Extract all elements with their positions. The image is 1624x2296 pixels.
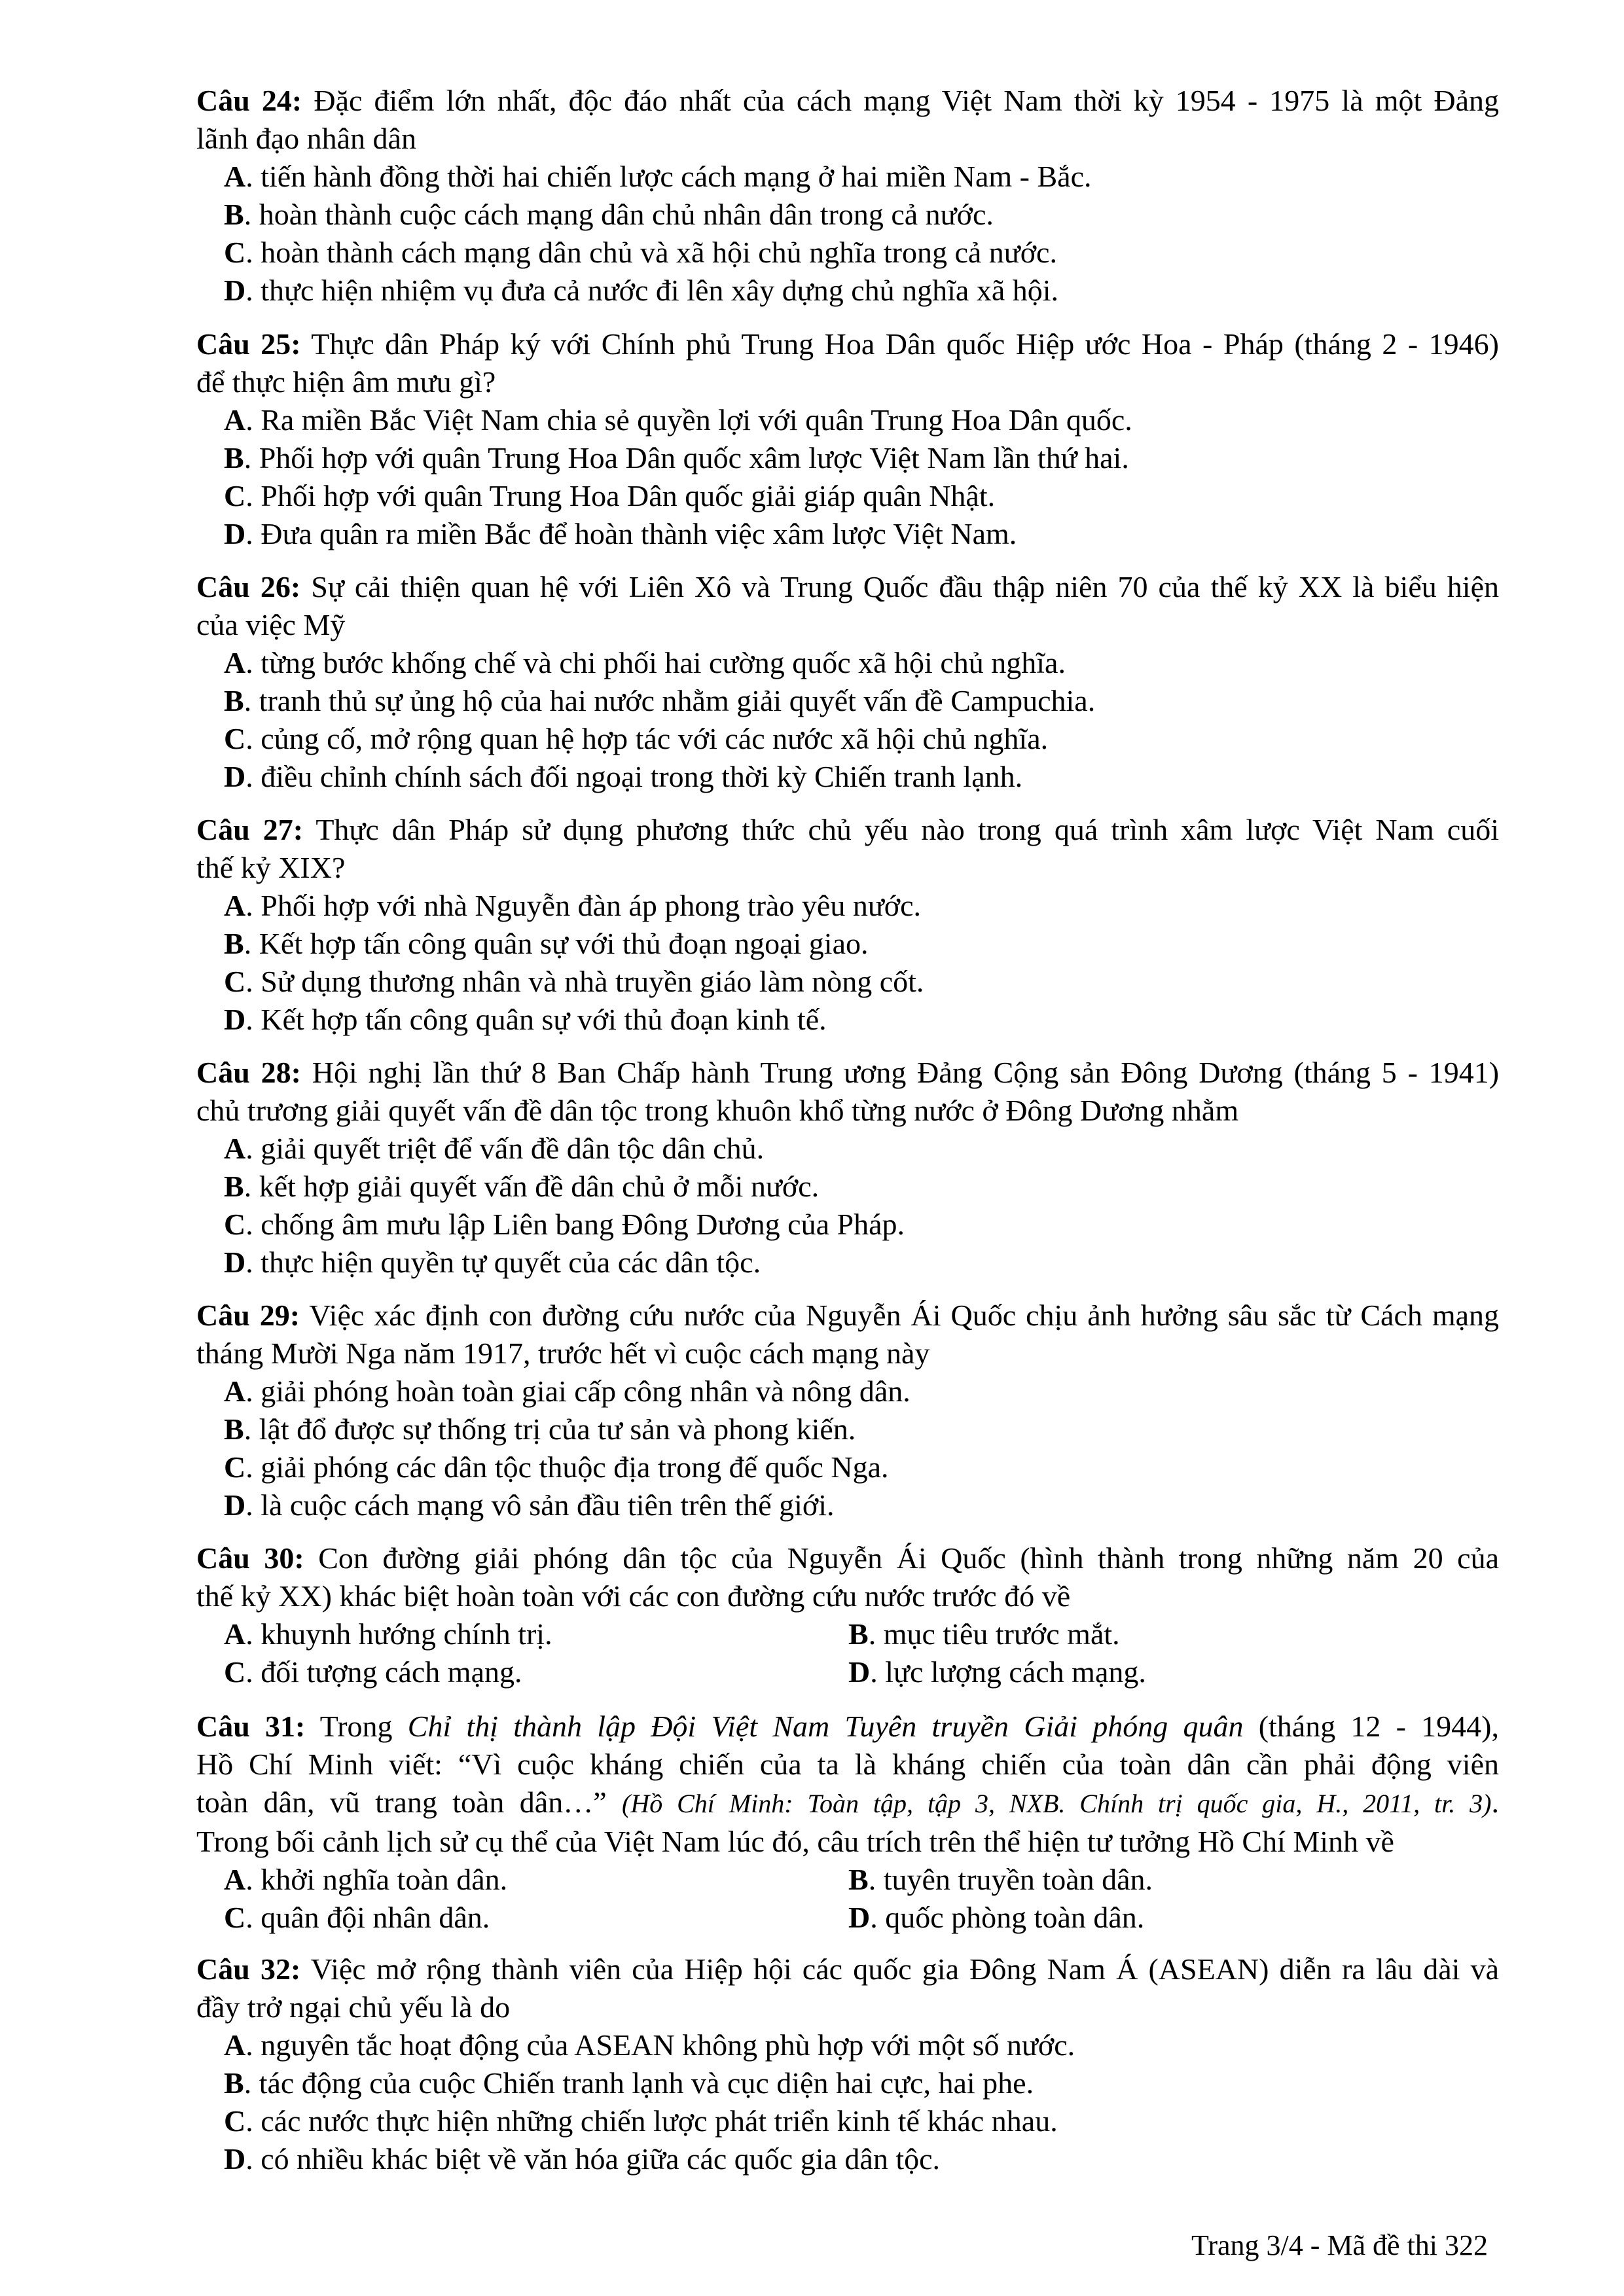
option-a (196, 887, 1499, 925)
question-label: Câu 29: (196, 1299, 300, 1332)
option-text: . tiến hành đồng thời hai chiến lược cách mạng ở hai miền Nam - Bắc. (245, 160, 1092, 193)
question-label: Câu 32: (196, 1952, 301, 1986)
question-32 (196, 1950, 1499, 2178)
option-label: B (224, 684, 244, 717)
option-a (196, 1130, 1499, 1168)
option-c (196, 234, 1499, 272)
stem-text: Việc xác định con đường cứu nước của Nguyễn Ái Quốc chịu ảnh hưởng sâu sắc từ Cách mạng (309, 1299, 1500, 1332)
option-label: D (848, 1901, 871, 1934)
option-d (196, 1244, 1499, 1282)
option-text: . hoàn thành cuộc cách mạng dân chủ nhân dân trong cả nước. (244, 198, 994, 231)
option-a (196, 1372, 1499, 1410)
option-label: C (224, 1655, 246, 1689)
question-stem (196, 1054, 1499, 1130)
stem-text: Việc mở rộng thành viên của Hiệp hội các quốc gia Đông Nam Á (ASEAN) diễn ra lâu dài và (310, 1952, 1499, 1986)
option-label: C (224, 1208, 246, 1241)
option-text: . giải phóng hoàn toàn giai cấp công nhân và nông dân. (245, 1374, 911, 1408)
question-stem (196, 82, 1499, 158)
question-28 (196, 1054, 1499, 1282)
option-label: B (848, 1863, 869, 1896)
stem-text: (tháng 12 - 1944), (1243, 1710, 1500, 1743)
option-label: C (224, 2104, 246, 2138)
option-text: . Kết hợp tấn công quân sự với thủ đoạn ngoại giao. (244, 927, 869, 960)
option-a (196, 644, 1499, 682)
option-label: D (224, 274, 246, 307)
option-d (196, 1001, 1499, 1039)
stem-text: toàn dân, vũ trang toàn dân…” (196, 1785, 623, 1819)
option-text: . khuynh hướng chính trị. (245, 1617, 552, 1651)
page-footer: Trang 3/4 - Mã đề thi 322 (1191, 2229, 1489, 2261)
option-d (196, 2140, 1499, 2178)
option-c (196, 477, 1499, 515)
option-label: A (224, 1374, 246, 1408)
question-label: Câu 26: (196, 570, 301, 603)
option-text: . quân đội nhân dân. (245, 1901, 490, 1934)
option-text: . Phối hợp với quân Trung Hoa Dân quốc xâm lược Việt Nam lần thứ hai. (244, 441, 1129, 475)
stem-text: Thực dân Pháp sử dụng phương thức chủ yếu nào trong quá trình xâm lược Việt Nam cuối (316, 813, 1500, 846)
question-label: Câu 28: (196, 1056, 301, 1089)
question-30 (196, 1539, 1499, 1691)
option-d (196, 1486, 1499, 1524)
option-b (196, 196, 1499, 234)
stem-text: đầy trở ngại chủ yếu là do (196, 1990, 511, 2024)
option-b (196, 682, 1499, 720)
option-text: . tranh thủ sự ủng hộ của hai nước nhằm giải quyết vấn đề Campuchia. (244, 684, 1096, 717)
stem-text: Trong bối cảnh lịch sử cụ thể của Việt Nam lúc đó, câu trích trên thể hiện tư tưởng Hồ Chí Minh về (196, 1825, 1394, 1858)
option-label: D (224, 517, 246, 550)
option-b (848, 1615, 1499, 1653)
option-label: A (224, 1132, 246, 1165)
option-label: C (224, 722, 246, 755)
question-26 (196, 568, 1499, 796)
option-label: B (224, 927, 244, 960)
option-label: B (224, 441, 244, 475)
stem-text: của việc Mỹ (196, 608, 346, 641)
option-text: . kết hợp giải quyết vấn đề dân chủ ở mỗi nước. (244, 1170, 820, 1203)
option-d (848, 1653, 1499, 1691)
option-label: D (224, 1003, 246, 1036)
question-stem (196, 1950, 1499, 2026)
option-c (196, 720, 1499, 758)
option-text: . Kết hợp tấn công quân sự với thủ đoạn kinh tế. (245, 1003, 827, 1036)
option-label: A (224, 889, 246, 922)
option-label: B (224, 1412, 244, 1446)
stem-text: tháng Mười Nga năm 1917, trước hết vì cuộc cách mạng này (196, 1336, 930, 1370)
option-d (848, 1899, 1499, 1937)
option-text: . tác động của cuộc Chiến tranh lạnh và cục diện hai cực, hai phe. (244, 2066, 1034, 2100)
question-label: Câu 24: (196, 84, 302, 117)
option-label: A (224, 160, 246, 193)
option-label: A (224, 403, 246, 437)
stem-text: chủ trương giải quyết vấn đề dân tộc trong khuôn khổ từng nước ở Đông Dương nhằm (196, 1094, 1239, 1127)
option-label: A (224, 1863, 246, 1896)
option-label: D (224, 1246, 246, 1279)
option-text: . Đưa quân ra miền Bắc để hoàn thành việc xâm lược Việt Nam. (245, 517, 1017, 550)
option-c (196, 1448, 1499, 1486)
option-label: C (224, 236, 246, 269)
option-text: . chống âm mưu lập Liên bang Đông Dương của Pháp. (245, 1208, 905, 1241)
option-label: C (224, 1450, 246, 1484)
stem-text: để thực hiện âm mưu gì? (196, 365, 496, 399)
option-b (848, 1861, 1499, 1899)
stem-text: Sự cải thiện quan hệ với Liên Xô và Trung Quốc đầu thập niên 70 của thế kỷ XX là biểu hiện (311, 570, 1499, 603)
option-c (196, 1899, 848, 1937)
option-text: . Ra miền Bắc Việt Nam chia sẻ quyền lợi với quân Trung Hoa Dân quốc. (245, 403, 1132, 437)
option-text: . lật đổ được sự thống trị của tư sản và phong kiến. (244, 1412, 856, 1446)
option-text: . củng cố, mở rộng quan hệ hợp tác với các nước xã hội chủ nghĩa. (245, 722, 1049, 755)
stem-text: Hồ Chí Minh viết: “Vì cuộc kháng chiến của ta là kháng chiến của toàn dân cần phải động viên (196, 1748, 1499, 1781)
option-label: A (224, 1617, 246, 1651)
stem-text: Đặc điểm lớn nhất, độc đáo nhất của cách mạng Việt Nam thời kỳ 1954 - 1975 là một Đảng (314, 84, 1500, 117)
question-stem (196, 568, 1499, 644)
option-b (196, 925, 1499, 963)
option-text: . Phối hợp với nhà Nguyễn đàn áp phong trào yêu nước. (245, 889, 922, 922)
option-text: . hoàn thành cách mạng dân chủ và xã hội chủ nghĩa trong cả nước. (245, 236, 1057, 269)
option-b (196, 1168, 1499, 1206)
option-text: . giải quyết triệt để vấn đề dân tộc dân chủ. (245, 1132, 765, 1165)
option-label: A (224, 646, 246, 679)
question-stem (196, 1539, 1499, 1615)
option-text: . đối tượng cách mạng. (245, 1655, 522, 1689)
question-stem (196, 325, 1499, 401)
option-text: . giải phóng các dân tộc thuộc địa trong đế quốc Nga. (245, 1450, 889, 1484)
stem-text: Thực dân Pháp ký với Chính phủ Trung Hoa Dân quốc Hiệp ước Hoa - Pháp (tháng 2 - 1946) (311, 327, 1500, 361)
question-29 (196, 1297, 1499, 1524)
option-b (196, 2064, 1499, 2102)
option-a (196, 1861, 848, 1899)
option-text: . mục tiêu trước mắt. (868, 1617, 1120, 1651)
question-label: Câu 30: (196, 1541, 304, 1575)
option-text: . là cuộc cách mạng vô sản đầu tiên trên thế giới. (245, 1488, 835, 1522)
option-text: . Phối hợp với quân Trung Hoa Dân quốc giải giáp quân Nhật. (245, 479, 996, 512)
option-label: C (224, 965, 246, 998)
directive-title: Chỉ thị thành lập Đội Việt Nam Tuyên truyền Giải phóng quân (407, 1710, 1244, 1743)
option-label: D (224, 2142, 246, 2176)
option-c (196, 1206, 1499, 1244)
question-stem (196, 1708, 1499, 1861)
option-label: D (224, 760, 246, 793)
option-text: . nguyên tắc hoạt động của ASEAN không phù hợp với một số nước. (245, 2028, 1075, 2062)
option-label: B (224, 1170, 244, 1203)
option-label: D (848, 1655, 871, 1689)
option-c (196, 2102, 1499, 2140)
question-stem (196, 1297, 1499, 1372)
option-text: . thực hiện nhiệm vụ đưa cả nước đi lên xây dựng chủ nghĩa xã hội. (245, 274, 1059, 307)
option-text: . từng bước khống chế và chi phối hai cường quốc xã hội chủ nghĩa. (245, 646, 1066, 679)
option-text: . thực hiện quyền tự quyết của các dân tộc. (245, 1246, 761, 1279)
option-label: B (224, 2066, 244, 2100)
stem-text: . (1491, 1785, 1499, 1819)
option-d (196, 515, 1499, 553)
option-a (196, 158, 1499, 196)
option-text: . các nước thực hiện những chiến lược phát triển kinh tế khác nhau. (245, 2104, 1058, 2138)
question-label: Câu 25: (196, 327, 301, 361)
option-text: . khởi nghĩa toàn dân. (245, 1863, 508, 1896)
option-text: . Sử dụng thương nhân và nhà truyền giáo làm nòng cốt. (245, 965, 924, 998)
stem-text: Con đường giải phóng dân tộc của Nguyễn Ái Quốc (hình thành trong những năm 20 của (318, 1541, 1500, 1575)
question-stem (196, 811, 1499, 887)
question-27 (196, 811, 1499, 1039)
question-label: Câu 31: (196, 1710, 306, 1743)
option-d (196, 758, 1499, 796)
citation: (Hồ Chí Minh: Toàn tập, tập 3, NXB. Chính trị quốc gia, H., 2011, tr. 3) (622, 1789, 1492, 1818)
option-label: A (224, 2028, 246, 2062)
option-text: . lực lượng cách mạng. (870, 1655, 1146, 1689)
option-text: . điều chỉnh chính sách đối ngoại trong thời kỳ Chiến tranh lạnh. (245, 760, 1023, 793)
option-text: . có nhiều khác biệt về văn hóa giữa các quốc gia dân tộc. (245, 2142, 941, 2176)
question-label: Câu 27: (196, 813, 304, 846)
option-a (196, 2026, 1499, 2064)
question-31 (196, 1708, 1499, 1937)
option-b (196, 439, 1499, 477)
option-a (196, 1615, 848, 1653)
option-text: . quốc phòng toàn dân. (870, 1901, 1145, 1934)
stem-text: thế kỷ XX) khác biệt hoàn toàn với các con đường cứu nước trước đó về (196, 1579, 1071, 1613)
stem-text: Trong (319, 1710, 408, 1743)
option-text: . tuyên truyền toàn dân. (868, 1863, 1153, 1896)
question-24 (196, 82, 1499, 310)
option-label: D (224, 1488, 246, 1522)
stem-text: lãnh đạo nhân dân (196, 122, 416, 155)
question-25 (196, 325, 1499, 553)
option-b (196, 1410, 1499, 1448)
stem-text: Hội nghị lần thứ 8 Ban Chấp hành Trung ương Đảng Cộng sản Đông Dương (tháng 5 - 1941) (312, 1056, 1500, 1089)
option-a (196, 401, 1499, 439)
option-c (196, 1653, 848, 1691)
stem-text: thế kỷ XIX? (196, 851, 346, 884)
option-label: B (224, 198, 244, 231)
option-d (196, 272, 1499, 310)
option-c (196, 963, 1499, 1001)
option-label: C (224, 1901, 246, 1934)
option-label: C (224, 479, 246, 512)
option-label: B (848, 1617, 869, 1651)
